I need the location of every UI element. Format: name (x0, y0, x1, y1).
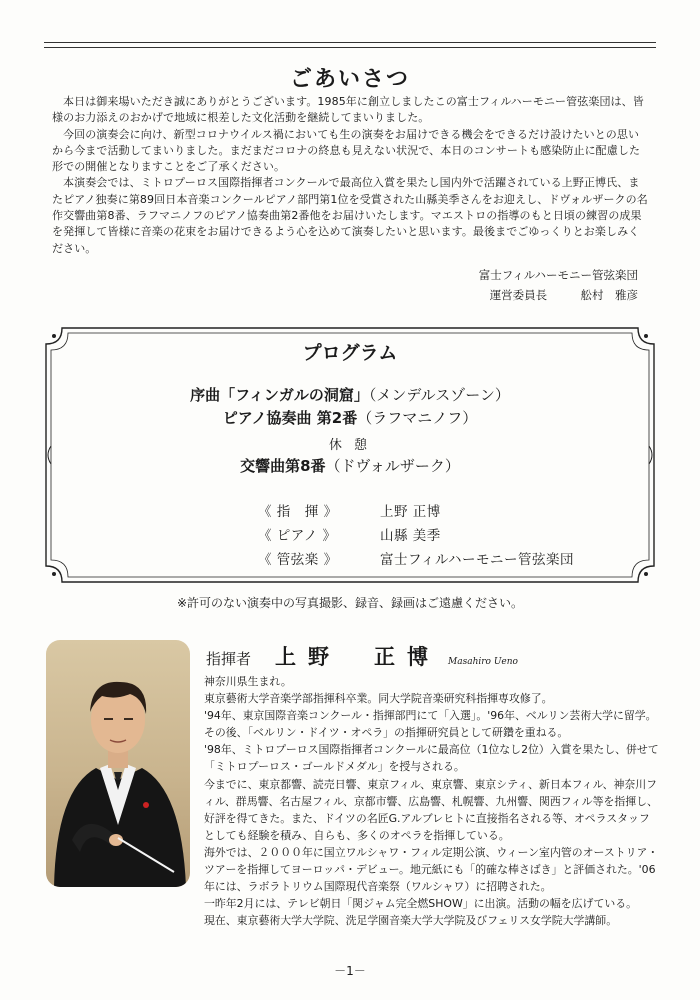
bio-line: 一昨年2月には、テレビ朝日「関ジャム完全燃SHOW」に出演。活動の幅を広げている。 (204, 897, 638, 911)
program-piece-1 (0, 384, 700, 405)
performer-role: 《 指 揮 》 (258, 504, 338, 520)
greeting-org: 富士フィルハーモニー管弦楽団 (478, 268, 638, 282)
piece-composer: （ドヴォルザーク） (325, 457, 460, 475)
bio-line: '94年、東京国際音楽コンクール・指揮部門にて「入選」。'96年、ベルリン芸術大学に留学。その後、「ベルリン・ドイツ・オペラ」の指揮研究員として研鑽を重ねる。 (204, 709, 657, 740)
signer-name: 舩村 雅彦 (580, 288, 638, 302)
conductor-portrait-image (46, 640, 190, 887)
page-number: －1－ (334, 964, 366, 978)
piece-title: 序曲「フィンガルの洞窟」 (190, 386, 369, 404)
bio-line: '98年、ミトロプーロス国際指揮者コンクールに最高位（1位なし2位）入賞を果たし、併せて「ミトロプーロス・ゴールドメダル」を授与される。 (204, 743, 659, 774)
piece-title: 交響曲第8番 (240, 457, 326, 475)
conductor-roman-name: Masahiro Ueno (448, 657, 518, 667)
greeting-title: ごあいさつ (289, 67, 410, 92)
piece-composer: （ラフマニノフ） (357, 409, 478, 427)
performer-row (258, 500, 441, 520)
piece-composer: （メンデルスゾーン） (368, 386, 510, 404)
program-title: プログラム (302, 342, 398, 364)
greeting-paragraph: 今回の演奏会に向け、新型コロナウイルス禍においても生の演奏をお届けできる機会をできるだけ設けたいとの思いから今まで活動してまいりました。まだまだコロナの終息も見えない状況で、本日のコンサートも感染防止に配慮した形での開催となりますことをご了承ください。 (52, 127, 641, 174)
bio-line: 神奈川県生まれ。 (204, 675, 292, 688)
conductor-biography (204, 673, 660, 929)
performer-role: 《 ピアノ 》 (258, 528, 337, 544)
signer-title: 運営委員長 (489, 288, 548, 302)
program-piece-2 (0, 407, 700, 428)
piece-title: ピアノ協奏曲 第2番 (222, 409, 358, 427)
intermission-label: 休 憩 (328, 438, 372, 453)
performer-row (258, 524, 441, 544)
conductor-role: 指揮者 (206, 650, 252, 668)
performer-name: 富士フィルハーモニー管弦楽団 (380, 552, 574, 568)
greeting-body (52, 94, 648, 257)
conductor-header (206, 641, 518, 671)
performer-role: 《 管弦楽 》 (258, 552, 338, 568)
bio-line: 海外では、２０００年に国立ワルシャワ・フィル定期公演、ウィーン室内管のオーストリア・ツアーを指揮してヨーロッパ・デビュー。地元紙にも「的確な棒さばき」と評価された。'06年には、ラボラトリウム国際現代音楽祭（ワルシャワ）に招聘された。 (204, 845, 659, 894)
program-piece-3 (0, 455, 700, 476)
performer-row (258, 548, 574, 568)
conductor-photo (46, 640, 190, 887)
greeting-signer (490, 287, 638, 303)
photography-notice: ※許可のない演奏中の写真撮影、録音、録画はご遠慮ください。 (176, 596, 524, 610)
bio-line: 東京藝術大学音楽学部指揮科卒業。同大学院音楽研究科指揮専攻修了。 (204, 692, 553, 706)
greeting-paragraph: 本演奏会では、ミトロプーロス国際指揮者コンクールで最高位入賞を果たし国内外で活躍されている上野正博氏、またピアノ独奏に第89回日本音楽コンクールピアノ部門第1位を受賞された山縣美季さんをお迎えし、ドヴォルザークの名作交響曲第8番、ラフマニノフのピアノ協奏曲第2番他をお届けいたします。マエストロの指導のもと日頃の練習の成果を発揮して皆様に音楽の花束をお届けできるよう心を込めて演奏したいと思います。最後までごゆっくりとお楽しみください。 (52, 176, 648, 255)
bio-line: 今までに、東京都響、読売日響、東京フィル、東京響、東京シティ、新日本フィル、神奈川フィル、群馬響、名古屋フィル、京都市響、広島響、札幌響、九州響、関西フィル等を指揮し、好評を得てきた。また、ドイツの名匠G.アルブレヒトに直接指名される等、オペラスタッフとしても経験を積み、自らも、多くのオペラを指揮している。 (204, 777, 658, 842)
performer-name: 上野 正博 (380, 504, 441, 520)
bio-line: 現在、東京藝術大学大学院、洗足学園音楽大学大学院及びフェリス女学院大学講師。 (204, 914, 618, 928)
greeting-paragraph: 本日は御来場いただき誠にありがとうございます。1985年に創立しましたこの富士フィルハーモニー管弦楽団は、皆様のお力添えのおかげで地域に根差した文化活動を継続してまいりました。 (52, 95, 644, 125)
conductor-name: 上野 正博 (275, 645, 441, 669)
top-double-rule (44, 42, 656, 48)
performer-name: 山縣 美季 (380, 528, 441, 544)
